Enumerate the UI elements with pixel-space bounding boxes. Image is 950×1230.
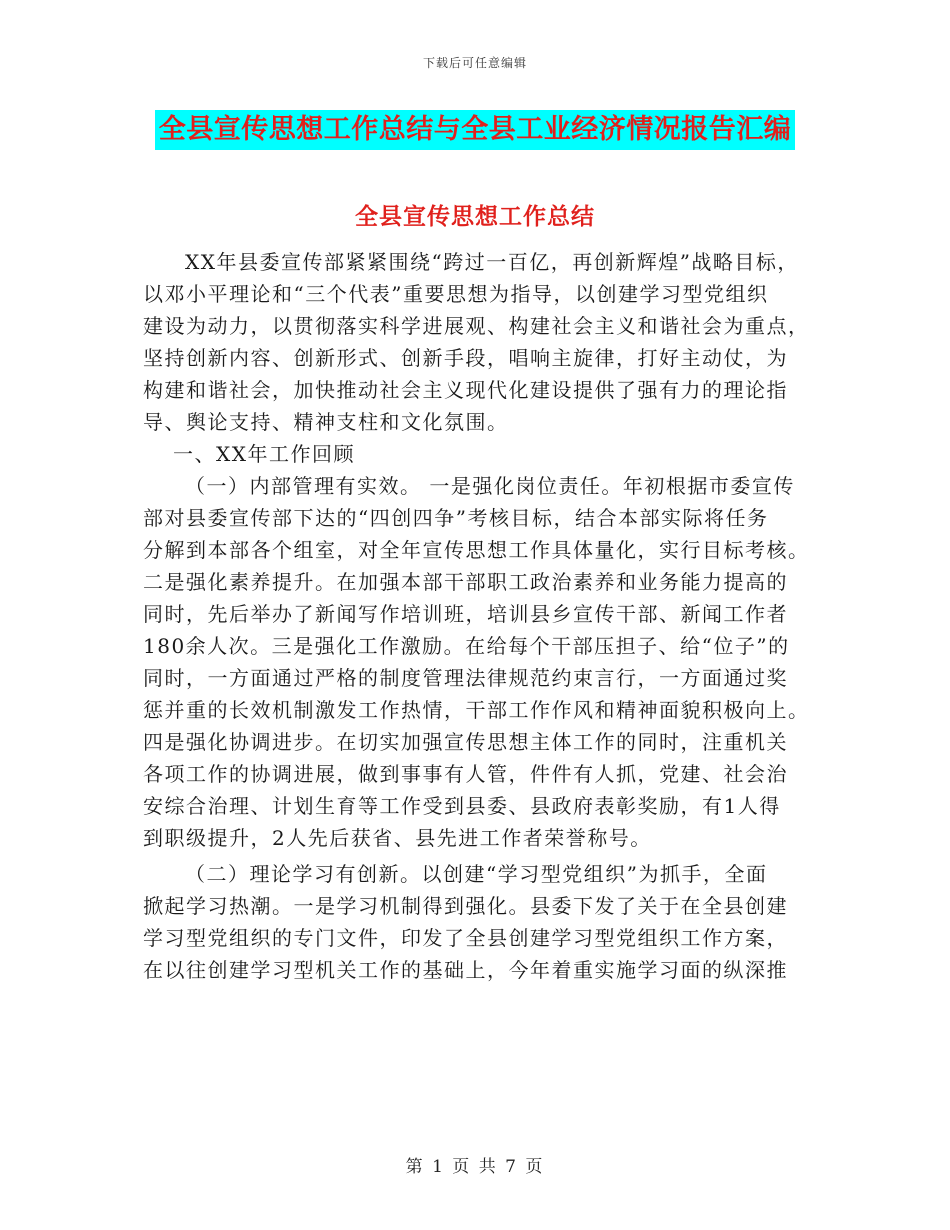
paragraph-line: 坚持创新内容、创新形式、创新手段，唱响主旋律，打好主动仗，为 [143,346,788,370]
main-title: 全县宣传思想工作总结与全县工业经济情况报告汇编 [155,110,796,150]
paragraph-line: 各项工作的协调进展，做到事事有人管，件件有人抓，党建、社会治 [143,762,788,786]
paragraph-line: 四是强化协调进步。在切实加强宣传思想主体工作的同时，注重机关 [143,730,788,754]
paragraph-line: 同时，一方面通过严格的制度管理法律规范约束言行，一方面通过奖 [143,666,788,690]
paragraph-line: 导、舆论支持、精神支柱和文化氛围。 [143,410,509,434]
paragraph-line: 部对县委宣传部下达的“四创四争”考核目标，结合本部实际将任务 [143,506,769,530]
paragraph-line: 构建和谐社会，加快推动社会主义现代化建设提供了强有力的理论指 [143,378,788,402]
paragraph-line: 二是强化素养提升。在加强本部干部职工政治素养和业务能力提高的 [143,570,788,594]
paragraph-line: 到职级提升，2人先后获省、县先进工作者荣誉称号。 [143,826,652,850]
body-text [143,246,813,986]
paragraph-line: （二）理论学习有创新。以创建“学习型党组织”为抓手，全面 [185,862,768,886]
page-footer: 第 1 页 共 7 页 [405,1157,545,1177]
paragraph-line: 180余人次。三是强化工作激励。在给每个干部压担子、给“位子”的 [143,634,790,658]
paragraph-line: XX年县委宣传部紧紧围绕“跨过一百亿，再创新辉煌”战略目标， [185,250,799,274]
paragraph-line: 同时，先后举办了新闻写作培训班，培训县乡宣传干部、新闻工作者 [143,602,788,626]
paragraph-line: 建设为动力，以贯彻落实科学进展观、构建社会主义和谐社会为重点， [143,314,810,338]
section-heading: 一、XX年工作回顾 [173,442,355,466]
section-title: 全县宣传思想工作总结 [355,203,595,230]
paragraph-line: 学习型党组织的专门文件，印发了全县创建学习型党组织工作方案， [143,926,788,950]
main-title-wrap [0,110,950,150]
paragraph-line: 掀起学习热潮。一是学习机制得到强化。县委下发了关于在全县创建 [143,894,788,918]
paragraph-line: 分解到本部各个组室，对全年宣传思想工作具体量化，实行目标考核。 [143,538,810,562]
paragraph-line: 安综合治理、计划生育等工作受到县委、县政府表彰奖励，有1人得 [143,794,781,818]
paragraph-line: （一）内部管理有实效。 一是强化岗位责任。年初根据市委宣传 [185,474,795,498]
paragraph-line: 惩并重的长效机制激发工作热情，干部工作作风和精神面貌积极向上。 [143,698,810,722]
paragraph-line: 在以往创建学习型机关工作的基础上，今年着重实施学习面的纵深推 [143,958,788,982]
header-note: 下载后可任意编辑 [422,56,527,70]
paragraph-line: 以邓小平理论和“三个代表”重要思想为指导，以创建学习型党组织 [143,282,769,306]
